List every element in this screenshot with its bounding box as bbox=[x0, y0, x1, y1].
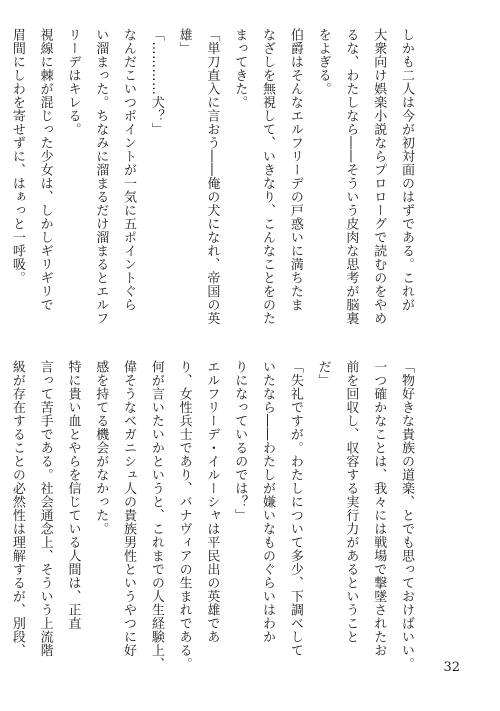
text-line: まってきた。 bbox=[232, 28, 248, 109]
text-line: りになっているのでは？」 bbox=[232, 360, 248, 522]
text-line: 「失礼ですが。わたしについて多少、下調べして bbox=[287, 360, 303, 657]
text-line: 特に貴い血とやらを信じている人間は、正直 bbox=[65, 360, 81, 630]
text-line: エルフリーデ・イルーシャは平民出の英雄であ bbox=[204, 360, 220, 644]
text-line: 前を回収し、収容する実行力があるということ bbox=[343, 360, 359, 644]
text-line: 雄」 bbox=[176, 28, 192, 55]
text-line: 「単刀直入に言おう――俺の犬になれ、帝国の英 bbox=[204, 28, 220, 325]
text-line: しかも二人は今が初対面のはずである。これが bbox=[399, 28, 414, 312]
text-line: 何が言いたいかというと、これまでの人生経験上、 bbox=[148, 360, 164, 671]
text-line: 「…………犬？」 bbox=[148, 28, 164, 136]
text-line: い溜まった。ちなみに溜まるだけ溜まるとエルフ bbox=[93, 28, 109, 325]
text-line: 眉間にしわを寄せずに、はぁっと一呼吸。 bbox=[9, 28, 25, 285]
text-line: 伯爵はそんなエルフリーデの戸惑いに満ちたま bbox=[287, 28, 303, 312]
text-line: なざしを無視して、いきなり、こんなことをのた bbox=[260, 28, 276, 325]
text-line: 視線に棘が混じった少女は、しかしギリギリで bbox=[37, 28, 53, 312]
text-line: 「物好きな貴族の道楽、とでも思っておけばいい。 bbox=[399, 360, 414, 671]
text-line: をよぎる。 bbox=[315, 28, 331, 96]
text-line: 級が存在することの必然性は理解するが、別段、 bbox=[9, 360, 25, 657]
text-line: なんだこいつポイントが一気に五ポイントぐら bbox=[121, 28, 137, 312]
text-line: だ」 bbox=[315, 360, 331, 387]
text-line: 言って苦手である。社会通念上、そういう上流階 bbox=[37, 360, 53, 657]
text-line: リーデはキレる。 bbox=[65, 28, 81, 136]
text-line: 大衆向け娯楽小説ならプロローグで読むのをやめ bbox=[371, 28, 387, 325]
text-line bbox=[0, 28, 3, 333]
text-line: るな、わたしなら――そういう皮肉な思考が脳裏 bbox=[343, 28, 359, 325]
text-line: り、女性兵士であり、バナヴィアの生まれである。 bbox=[176, 360, 192, 671]
text-line: 一つ確かなことは、我々には戦場で撃墜されたお bbox=[371, 360, 387, 657]
lower-text-block bbox=[0, 360, 420, 671]
upper-text-block bbox=[0, 28, 420, 333]
page-number: 32 bbox=[443, 660, 460, 675]
text-line: いたなら――わたしが嫌いなものぐらいはわか bbox=[260, 360, 276, 644]
text-line: 感を持てる機会がなかった。 bbox=[93, 360, 109, 536]
text-line: 偉そうなベガニシュ人の貴族男性というやつに好 bbox=[121, 360, 137, 657]
